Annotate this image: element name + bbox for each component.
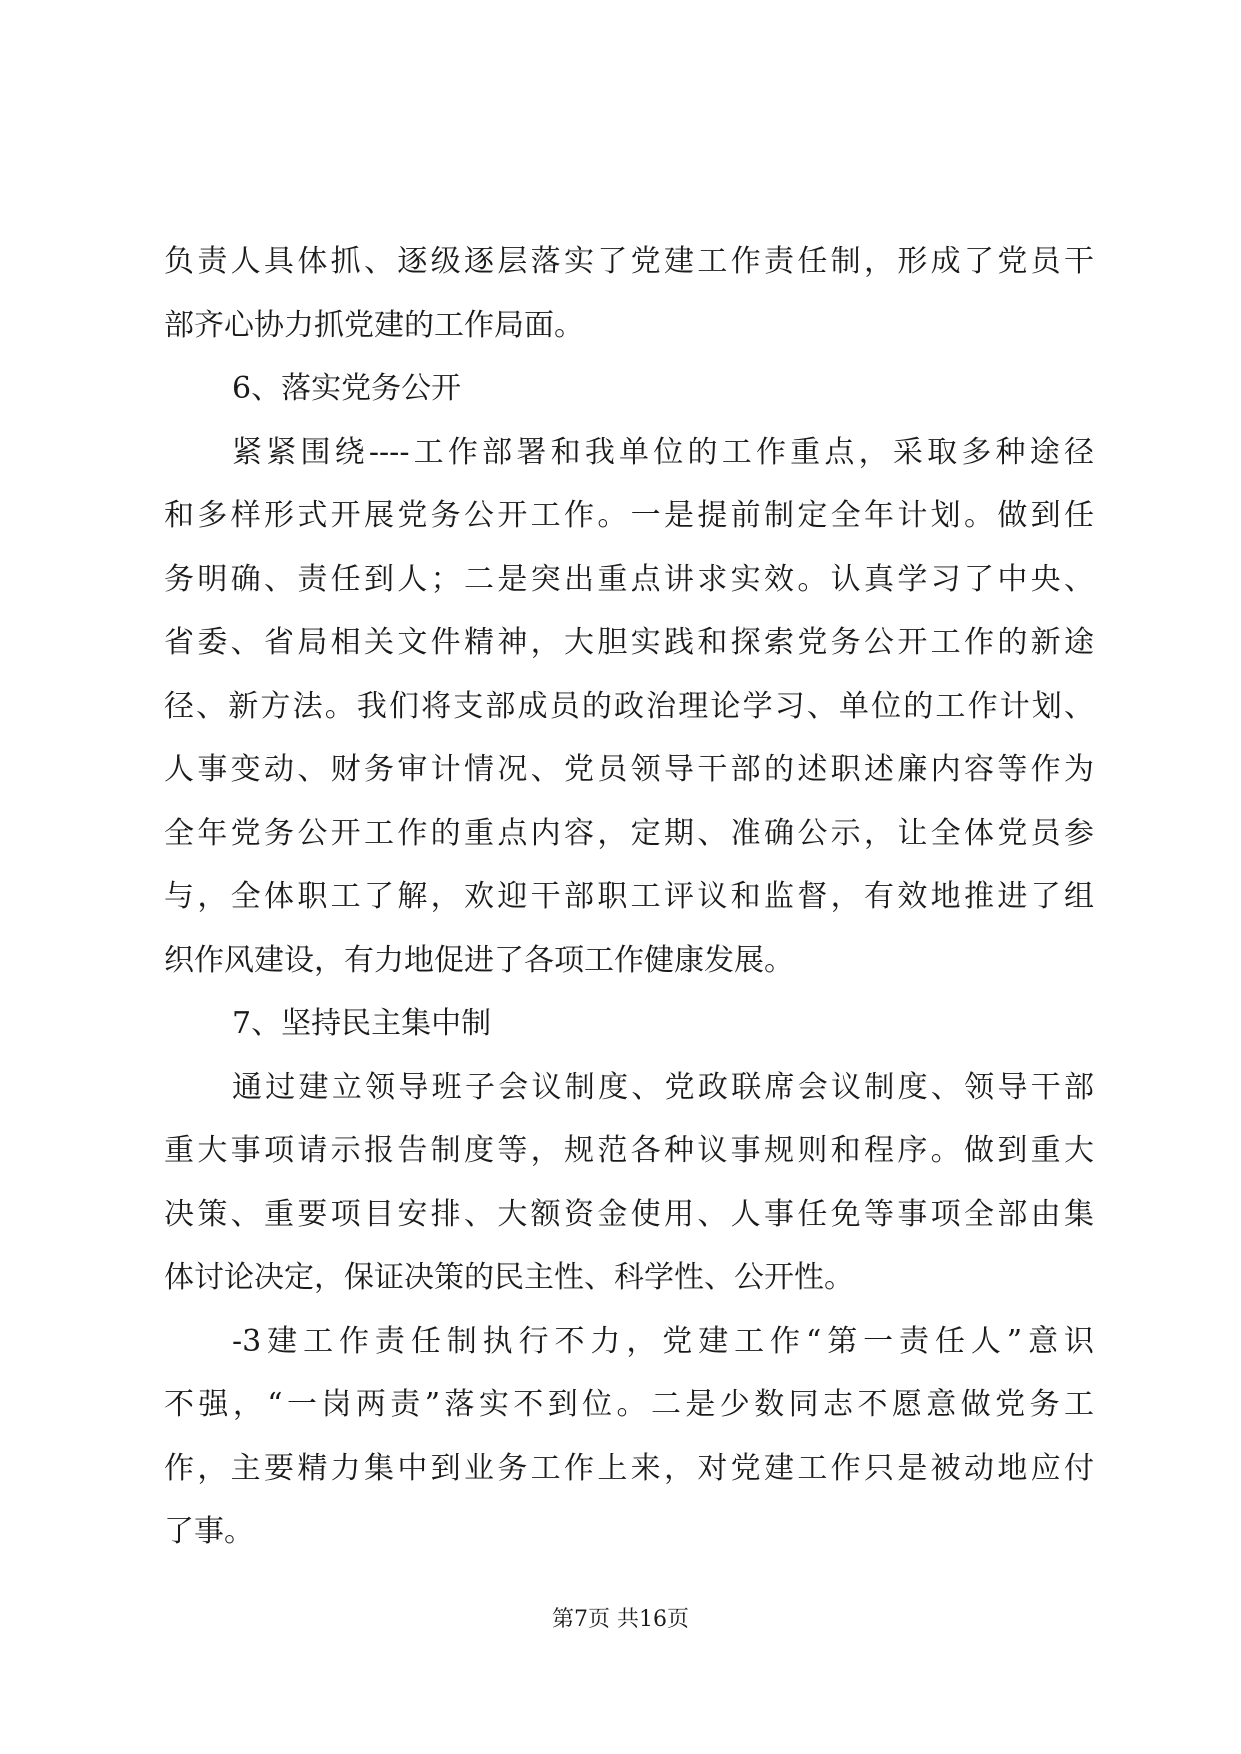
paragraph-line: 全年党务公开工作的重点内容，定期、准确公示，让全体党员参 xyxy=(164,815,1094,851)
paragraph-line: 重大事项请示报告制度等，规范各种议事规则和程序。做到重大 xyxy=(164,1133,1094,1168)
paragraph-line: 部齐心协力抓党建的工作局面。 xyxy=(164,307,584,343)
paragraph-line: 和多样形式开展党务公开工作。一是提前制定全年计划。做到任 xyxy=(164,498,1094,533)
paragraph-line: 径、新方法。我们将支部成员的政治理论学习、单位的工作计划、 xyxy=(164,688,1094,724)
page-number-footer: 第7页 共16页 xyxy=(552,1607,689,1632)
paragraph-line: 决策、重要项目安排、大额资金使用、人事任免等事项全部由集 xyxy=(164,1196,1094,1232)
paragraph-line: 紧紧围绕----工作部署和我单位的工作重点，采取多种途径 xyxy=(232,434,1094,470)
paragraph-line: 人事变动、财务审计情况、党员领导干部的述职述廉内容等作为 xyxy=(164,752,1094,787)
paragraph-line: 不强，“一岗两责”落实不到位。二是少数同志不愿意做党务工 xyxy=(164,1387,1094,1422)
paragraph-line: -3建工作责任制执行不力，党建工作“第一责任人”意识 xyxy=(232,1323,1094,1359)
paragraph-line: 了事。 xyxy=(164,1514,254,1549)
paragraph-line: 织作风建设，有力地促进了各项工作健康发展。 xyxy=(164,942,794,978)
section-heading: 7、坚持民主集中制 xyxy=(232,1006,492,1041)
paragraph-line: 省委、省局相关文件精神，大胆实践和探索党务公开工作的新途 xyxy=(164,625,1094,660)
section-heading: 6、落实党务公开 xyxy=(232,371,462,406)
paragraph-line: 体讨论决定，保证决策的民主性、科学性、公开性。 xyxy=(164,1260,854,1295)
paragraph-line: 务明确、责任到人；二是突出重点讲求实效。认真学习了中央、 xyxy=(164,561,1094,597)
paragraph-line: 通过建立领导班子会议制度、党政联席会议制度、领导干部 xyxy=(232,1069,1094,1105)
paragraph-line: 与，全体职工了解，欢迎干部职工评议和监督，有效地推进了组 xyxy=(164,879,1094,914)
document-body xyxy=(164,230,1094,1564)
paragraph-line: 负责人具体抓、逐级逐层落实了党建工作责任制，形成了党员干 xyxy=(164,244,1094,279)
paragraph-line: 作，主要精力集中到业务工作上来，对党建工作只是被动地应付 xyxy=(164,1450,1094,1486)
